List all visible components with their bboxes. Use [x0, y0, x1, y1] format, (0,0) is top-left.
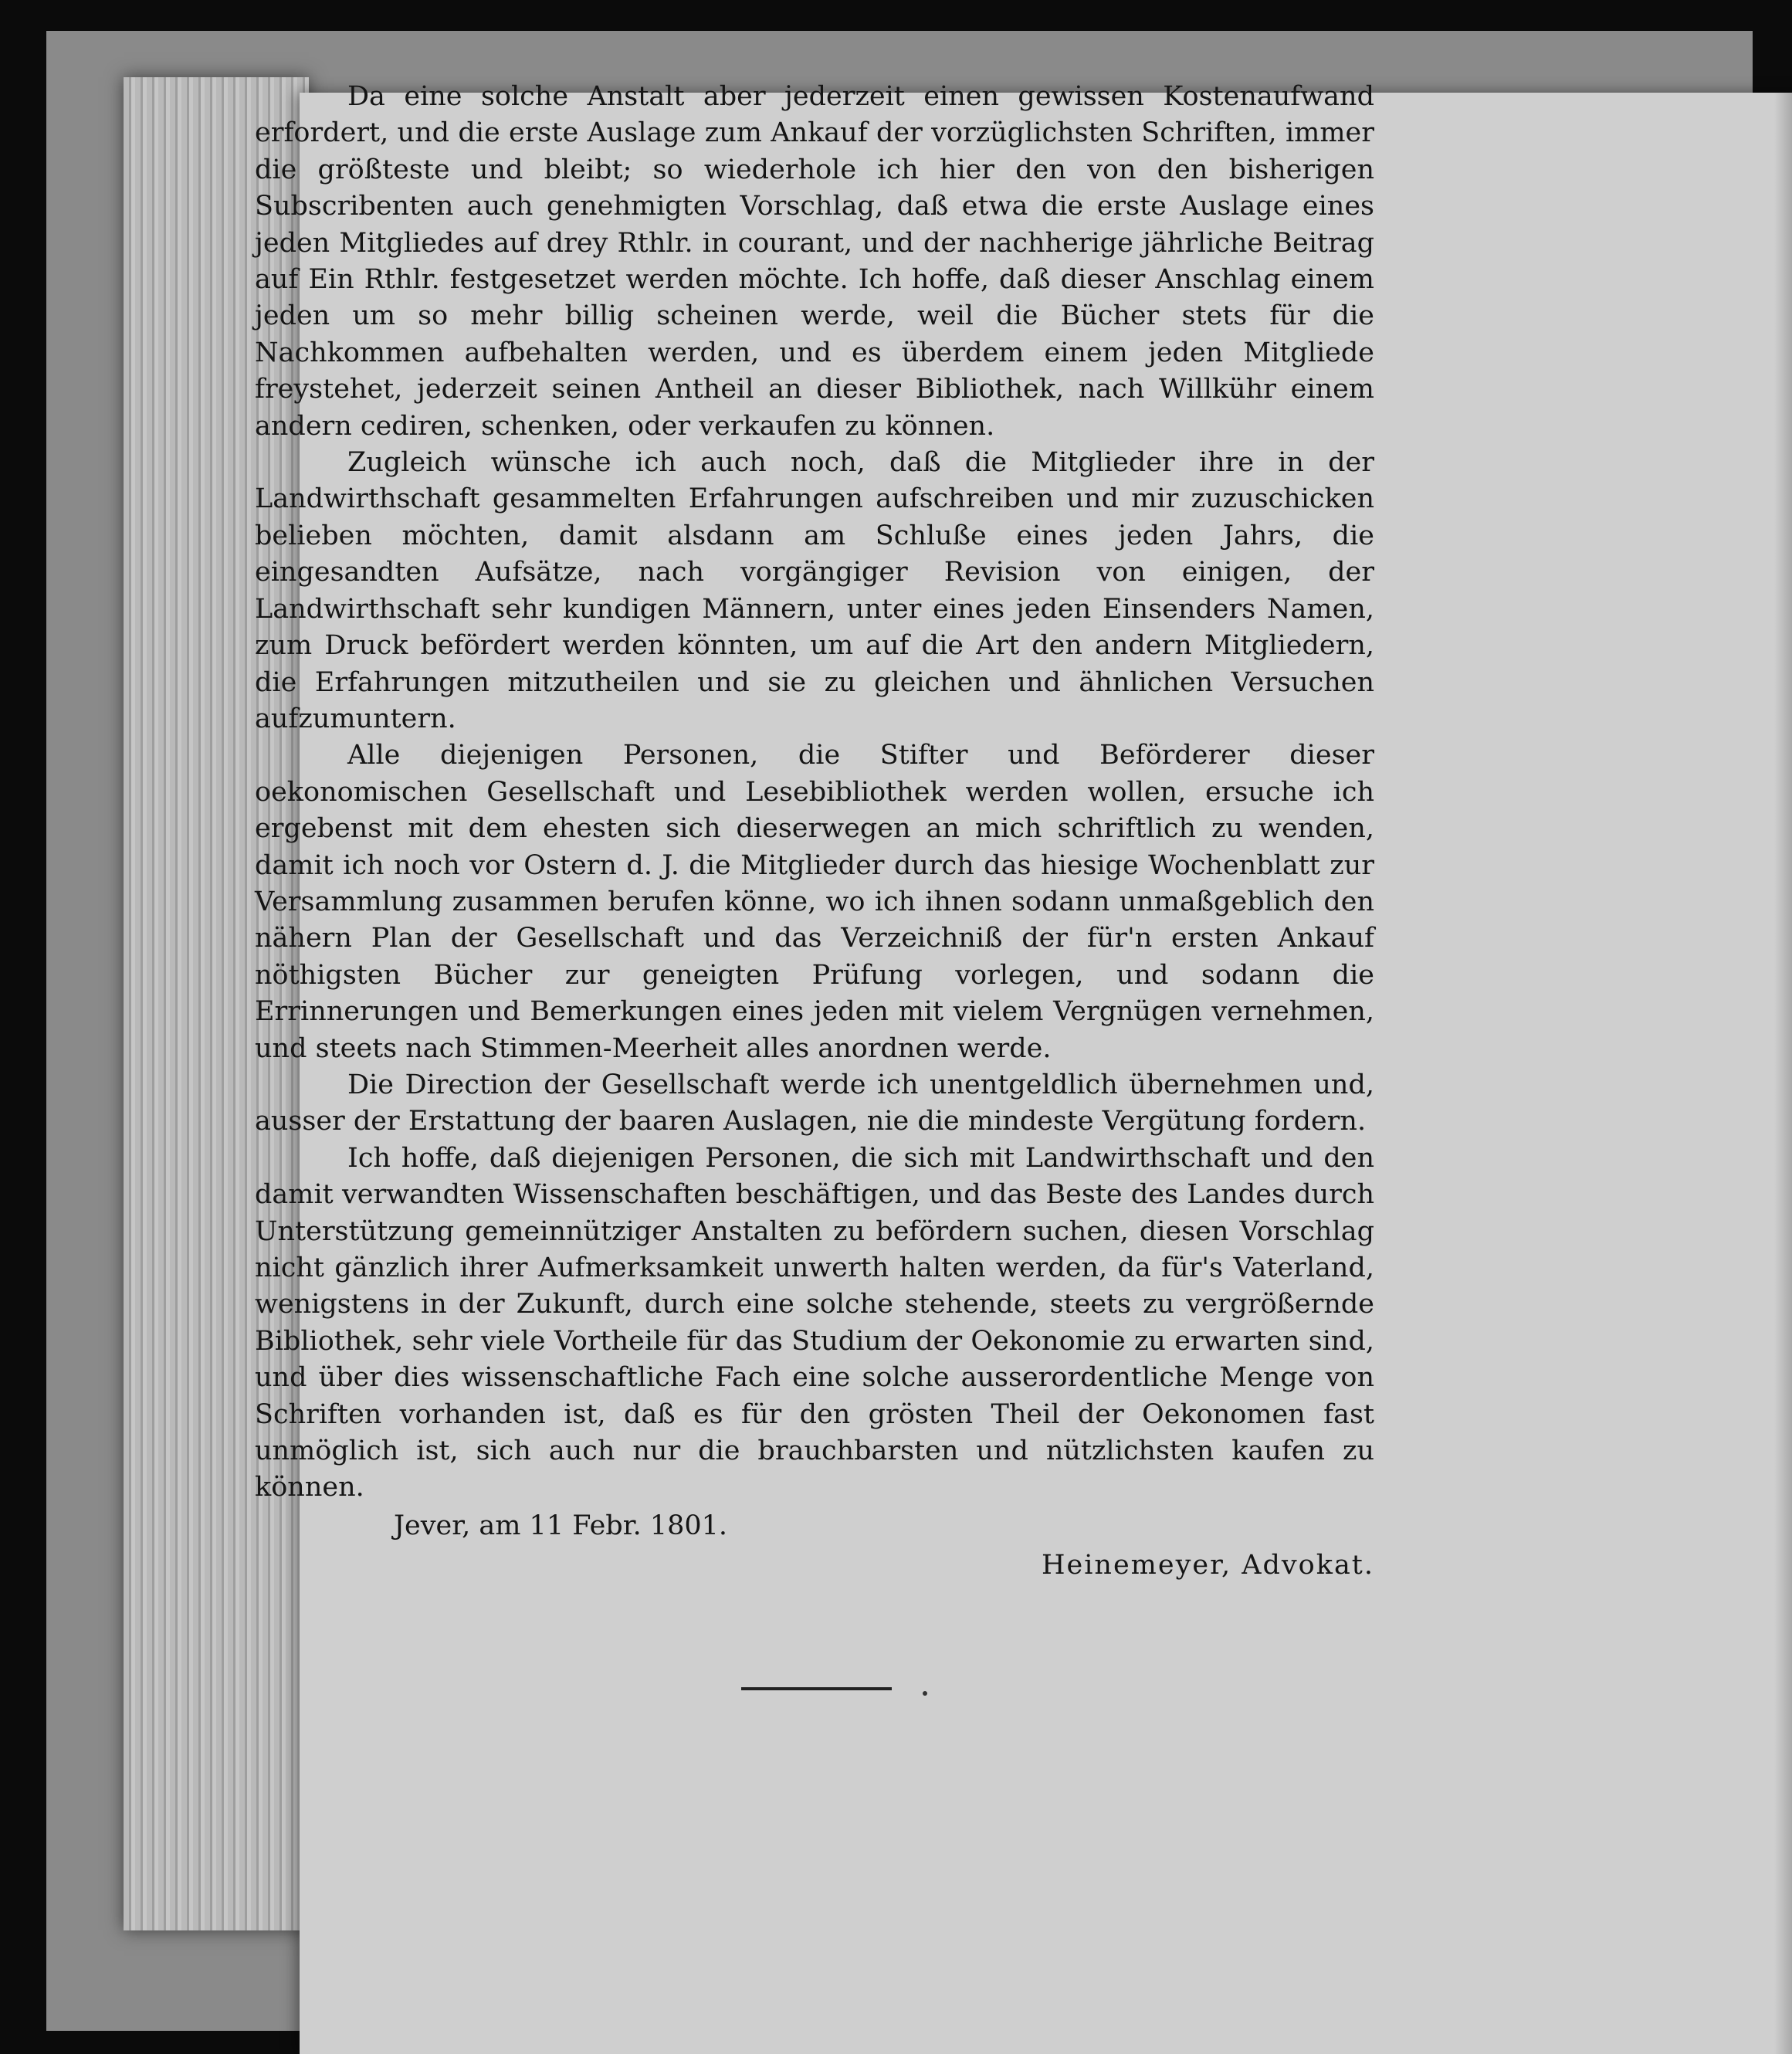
paragraph: Zugleich wünsche ich auch noch, daß die Mitglieder ihre in der Landwirthschaft gesammelten Erfahrungen aufschreiben und mir zuzuschicken belieben möchten, damit alsdann am Schluße eines jeden Jahrs, die eingesandten Aufsätze, nach vorgängiger Revision von einigen, der Landwirthschaft sehr kundigen Männern, unter eines jeden Einsenders Namen, zum Druck befördert werden könnten, um auf die Art den andern Mitgliedern, die Erfahrungen mitzutheilen und sie zu gleichen und ähnlichen Versuchen aufzumuntern. [255, 447, 1374, 734]
paragraph: Alle diejenigen Personen, die Stifter und Beförderer dieser oekonomischen Gesellschaft und Lesebibliothek werden wollen, ersuche ich ergebenst mit dem ehesten sich dieserwegen an mich schriftlich zu wenden, damit ich noch vor Ostern d. J. die Mitglieder durch das hiesige Wochenblatt zur Versammlung zusammen berufen könne, wo ich ihnen sodann unmaßgeblich den nähern Plan der Gesellschaft und das Verzeichniß der für'n ersten Ankauf nöthigsten Bücher zur geneigten Prüfung vorlegen, und sodann die Errinnerungen und Bemerkungen eines jeden mit vielem Vergnügen vernehmen, und steets nach Stimmen-Meerheit alles anordnen werde. [255, 740, 1374, 1064]
ink-spot [923, 1691, 927, 1696]
paragraph: Ich hoffe, daß diejenigen Personen, die sich mit Landwirthschaft und den damit verwandten Wissenschaften beschäftigen, und das Beste des Landes durch Unterstützung gemeinnütziger Anstalten zu befördern suchen, diesen Vorschlag nicht gänzlich ihrer Aufmerksamkeit unwerth halten werden, da für's Vaterland, wenigstens in der Zukunft, durch eine solche stehende, steets zu vergrößernde Bibliothek, sehr viele Vortheile für das Studium der Oekonomie zu erwarten sind, und über dies wissenschaftliche Fach eine solche ausserordentliche Menge von Schriften vorhanden ist, daß es für den grösten Theil der Oekonomen fast unmöglich ist, sich auch nur die brauchbarsten und nützlichsten kaufen zu können. [255, 1142, 1374, 1503]
paragraph: Da eine solche Anstalt aber jederzeit einen gewissen Kostenaufwand erfordert, und die erste Auslage zum Ankauf der vorzüglichsten Schriften, immer die größteste und bleibt; so wiederhole ich hier den von den bisherigen Subscribenten auch genehmigten Vorschlag, daß etwa die erste Auslage eines jeden Mitgliedes auf drey Rthlr. in courant, und der nachherige jährliche Beitrag auf Ein Rthlr. festgesetzet werden möchte. Ich hoffe, daß dieser Anschlag einem jeden um so mehr billig scheinen werde, weil die Bücher stets für die Nachkommen aufbehalten werden, und es überdem einem jeden Mitgliede freystehet, jederzeit seinen Antheil an dieser Bibliothek, nach Willkühr einem andern cediren, schenken, oder verkaufen zu können. [255, 81, 1374, 442]
page-text [255, 79, 1374, 1585]
closing-rule [741, 1687, 892, 1690]
binding-gutter [1774, 93, 1792, 2054]
paragraph: Die Direction der Gesellschaft werde ich unentgeldlich übernehmen und, ausser der Erstattung der baaren Auslagen, nie die mindeste Vergütung fordern. [255, 1069, 1374, 1137]
signature: Heinemeyer, Advokat. [1042, 1550, 1374, 1581]
dateline: Jever, am 11 Febr. 1801. [394, 1510, 728, 1541]
